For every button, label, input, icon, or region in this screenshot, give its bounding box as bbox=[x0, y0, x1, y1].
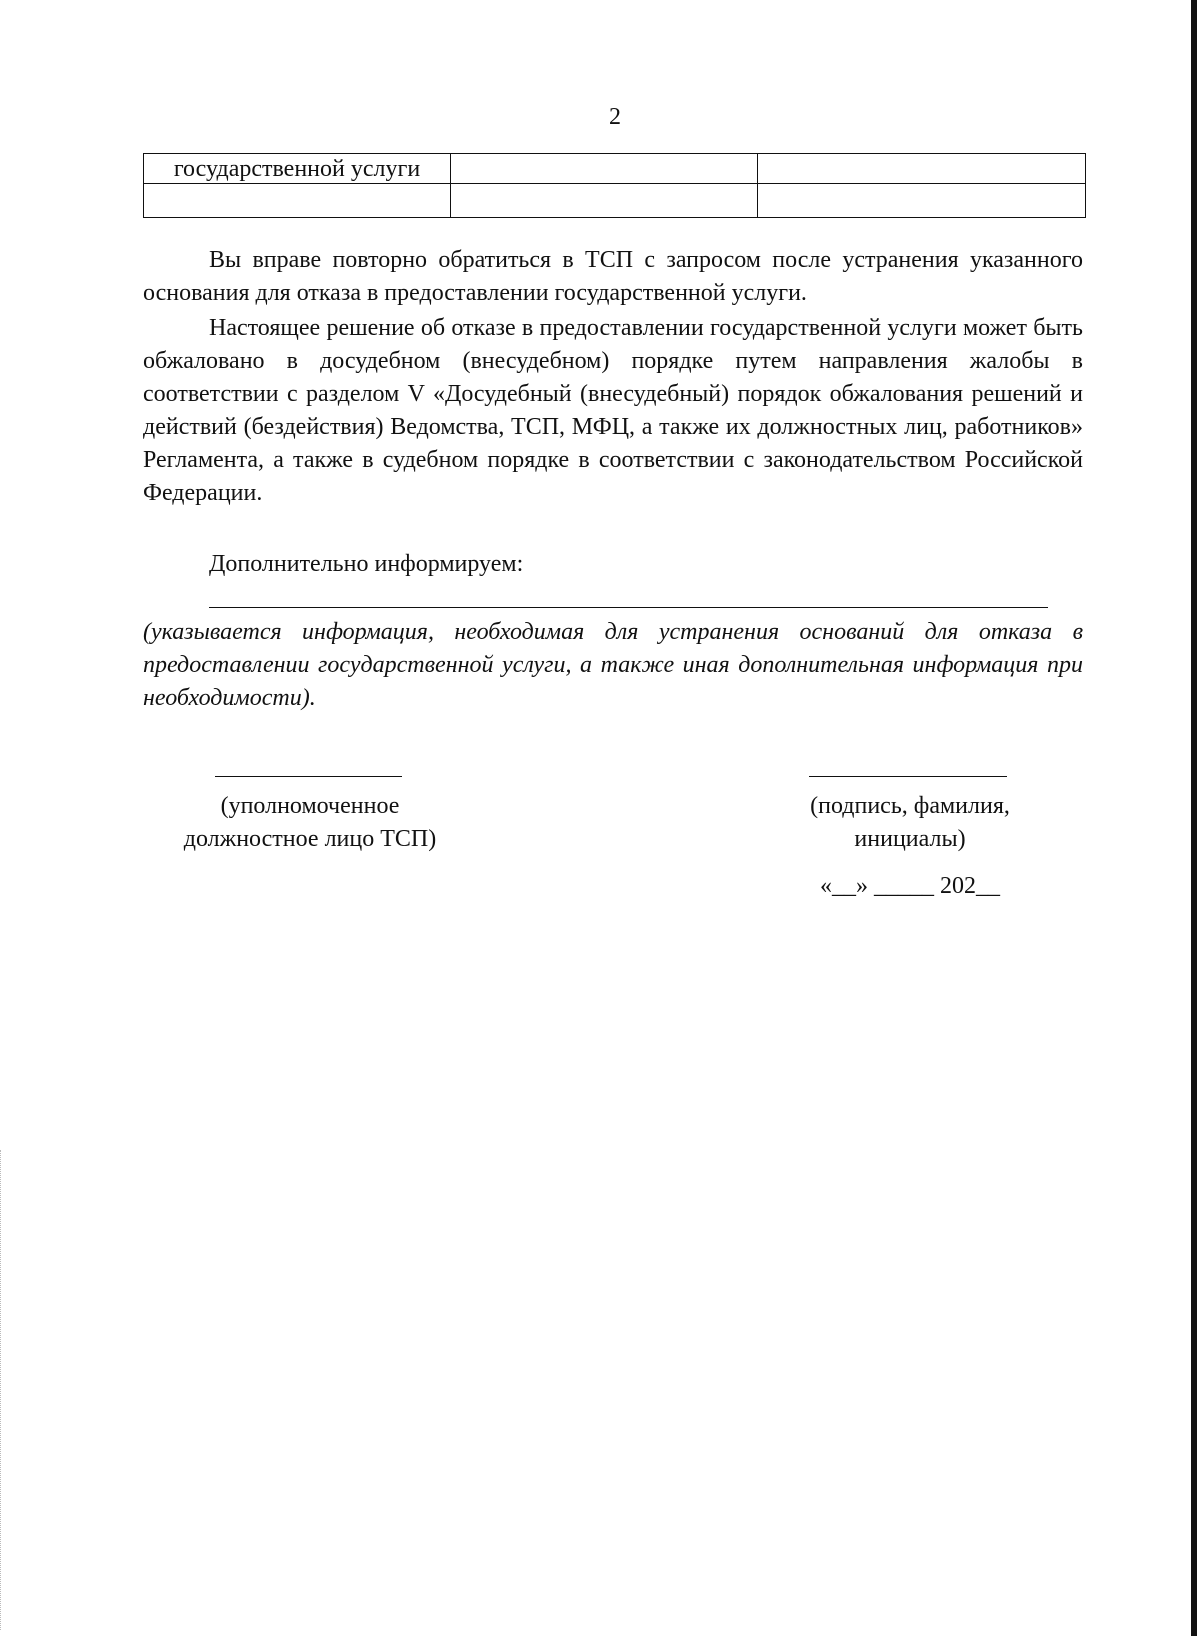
official-caption-line-1: (уполномоченное bbox=[220, 793, 400, 819]
official-caption bbox=[150, 790, 470, 856]
reapply-text: Вы вправе повторно обратиться в ТСП с запросом после устранения указанного основания для отказа в предоставлении государственной услуги. bbox=[143, 247, 1083, 306]
instruction-note: (указывается информация, необходимая для устранения оснований для отказа в предоставлении государственной услуги, а также иная дополнительная информация при необходимости). bbox=[143, 619, 1083, 711]
table-row bbox=[144, 154, 1086, 184]
services-table bbox=[143, 153, 1086, 218]
table-cell bbox=[758, 154, 1086, 184]
page-number: 2 bbox=[609, 104, 621, 130]
official-caption-line-2: должностное лицо ТСП) bbox=[183, 826, 437, 852]
table-cell bbox=[451, 184, 758, 218]
reapply-paragraph bbox=[143, 244, 1083, 310]
appeal-paragraph bbox=[143, 312, 1083, 510]
additional-info-heading: Дополнительно информируем: bbox=[209, 551, 524, 577]
signature-caption-line-2: инициалы) bbox=[854, 826, 966, 852]
date-field: «__» _____ 202__ bbox=[820, 873, 1000, 899]
table-cell: государственной услуги bbox=[144, 154, 451, 184]
table-cell bbox=[758, 184, 1086, 218]
scan-margin-marks bbox=[0, 1150, 3, 1630]
appeal-text: Настоящее решение об отказе в предоставлении государственной услуги может быть обжаловано в досудебном (внесудебном) порядке путем направления жалобы в соответствии с разделом V «Досудебный (внесудебный) порядок обжалования решений и действий (бездействия) Ведомства, ТСП, МФЦ, а также их должностных лиц, работников» Регламента, а также в судебном порядке в соответствии с законодательством Российской Федерации. bbox=[143, 315, 1083, 506]
scan-edge bbox=[1191, 0, 1197, 1636]
fill-in-line bbox=[209, 607, 1048, 608]
table-row bbox=[144, 184, 1086, 218]
table-cell bbox=[144, 184, 451, 218]
signature-caption bbox=[790, 790, 1030, 856]
signature-caption-line-1: (подпись, фамилия, bbox=[810, 793, 1010, 819]
official-signature-line bbox=[215, 776, 402, 777]
signature-line bbox=[809, 776, 1007, 777]
table-cell bbox=[451, 154, 758, 184]
